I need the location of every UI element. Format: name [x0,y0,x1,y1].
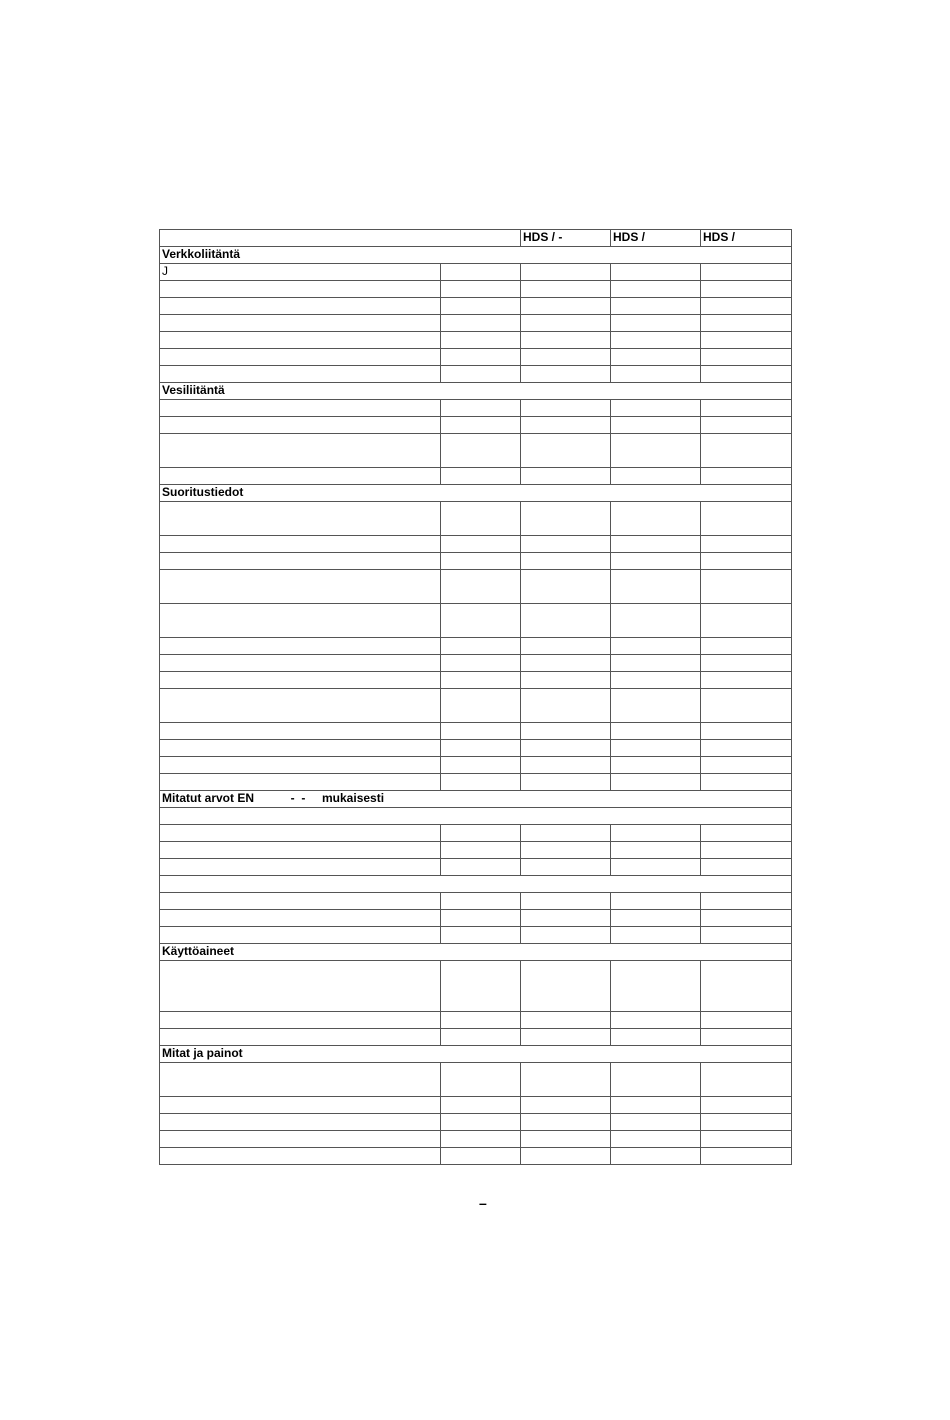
table-row [160,1114,792,1131]
section-row-kayttoaineet [160,944,792,961]
cell [521,689,611,723]
cell [441,298,521,315]
cell [521,1063,611,1097]
cell [521,570,611,604]
table-row [160,927,792,944]
cell [441,655,521,672]
cell [701,740,792,757]
cell [701,570,792,604]
cell [611,689,701,723]
cell [441,638,521,655]
header-model-2: HDS / [611,230,701,247]
cell [701,417,792,434]
row-label [160,366,441,383]
section-row-mitatut-arvot [160,791,792,808]
cell [441,1148,521,1165]
cell [441,332,521,349]
row-label [160,689,441,723]
row-label [160,570,441,604]
header-blank-cell [160,230,521,247]
cell [521,536,611,553]
cell [521,1029,611,1046]
table-row [160,825,792,842]
cell [701,859,792,876]
cell [441,1012,521,1029]
cell [441,689,521,723]
cell [521,502,611,536]
cell [521,349,611,366]
row-label [160,672,441,689]
cell [701,927,792,944]
cell [701,332,792,349]
cell [441,366,521,383]
cell [521,1097,611,1114]
cell [701,604,792,638]
cell [521,1012,611,1029]
table-row [160,1063,792,1097]
table-row [160,1131,792,1148]
row-label [160,774,441,791]
cell [521,1148,611,1165]
cell [521,264,611,281]
cell [521,400,611,417]
table-row [160,1029,792,1046]
table-row [160,910,792,927]
cell [701,1148,792,1165]
table-row [160,400,792,417]
cell [441,349,521,366]
cell [611,757,701,774]
row-label [160,468,441,485]
cell [611,655,701,672]
cell [611,927,701,944]
cell [441,1131,521,1148]
cell [701,825,792,842]
section-row-mitat-ja-painot [160,1046,792,1063]
row-label [160,298,441,315]
cell [521,859,611,876]
cell [701,774,792,791]
cell [611,842,701,859]
table-row [160,774,792,791]
cell [611,400,701,417]
cell [611,893,701,910]
table-row [160,536,792,553]
row-label [160,332,441,349]
cell [611,1148,701,1165]
table-row [160,570,792,604]
table-row [160,349,792,366]
row-label [160,1148,441,1165]
cell [441,927,521,944]
cell [441,910,521,927]
table-row [160,315,792,332]
cell [611,434,701,468]
section-title-mitat-ja-painot: Mitat ja painot [160,1046,792,1063]
cell [521,366,611,383]
cell [521,638,611,655]
table-row [160,417,792,434]
full-width-cell [160,876,792,893]
row-label [160,723,441,740]
row-label [160,536,441,553]
table-row [160,740,792,757]
row-label [160,638,441,655]
cell [611,1097,701,1114]
table-row [160,893,792,910]
row-label [160,757,441,774]
technical-data-table [159,229,792,1165]
table-row [160,655,792,672]
cell [441,672,521,689]
row-label [160,910,441,927]
cell [701,434,792,468]
cell [521,740,611,757]
cell [701,366,792,383]
cell [441,1029,521,1046]
table-row [160,961,792,1012]
cell [701,638,792,655]
cell [521,927,611,944]
cell [611,774,701,791]
cell [521,434,611,468]
cell [701,723,792,740]
cell [441,1063,521,1097]
cell [701,672,792,689]
row-label [160,927,441,944]
cell [611,604,701,638]
header-model-3: HDS / [701,230,792,247]
cell [701,1097,792,1114]
page-number-mark: – [479,1195,487,1211]
cell [521,332,611,349]
row-label [160,1063,441,1097]
cell [521,298,611,315]
section-row-vesiliitanta [160,383,792,400]
cell [441,502,521,536]
row-label [160,893,441,910]
table-row [160,859,792,876]
table-row [160,298,792,315]
cell [701,468,792,485]
table-row [160,264,792,281]
cell [701,400,792,417]
row-label [160,349,441,366]
cell [521,842,611,859]
cell [521,315,611,332]
table-row [160,332,792,349]
cell [611,570,701,604]
cell [441,774,521,791]
section-title-vesiliitanta: Vesiliitäntä [160,383,792,400]
table-row-full [160,876,792,893]
cell [611,961,701,1012]
cell [441,825,521,842]
cell [701,655,792,672]
table-row [160,604,792,638]
cell [701,961,792,1012]
row-label [160,604,441,638]
cell [521,417,611,434]
row-label [160,1114,441,1131]
cell [521,723,611,740]
cell [701,842,792,859]
cell [521,910,611,927]
row-label [160,417,441,434]
cell [611,1063,701,1097]
cell [521,893,611,910]
cell [701,893,792,910]
cell [611,859,701,876]
cell [701,553,792,570]
section-title-suoritustiedot: Suoritustiedot [160,485,792,502]
cell [521,468,611,485]
table-row [160,1148,792,1165]
row-label [160,434,441,468]
cell [701,689,792,723]
cell [611,1114,701,1131]
cell [521,1131,611,1148]
cell [611,332,701,349]
cell [701,502,792,536]
cell [701,910,792,927]
cell [701,536,792,553]
cell [701,1063,792,1097]
cell [611,553,701,570]
section-title-kayttoaineet: Käyttöaineet [160,944,792,961]
cell [441,1097,521,1114]
cell [441,553,521,570]
cell [521,655,611,672]
table-row [160,1097,792,1114]
section-title-verkkoliitanta: Verkkoliitäntä [160,247,792,264]
cell [441,536,521,553]
cell [441,1114,521,1131]
cell [611,366,701,383]
table-row [160,281,792,298]
cell [611,298,701,315]
section-row-suoritustiedot [160,485,792,502]
cell [701,315,792,332]
cell [701,298,792,315]
cell [611,1029,701,1046]
cell [441,468,521,485]
cell [701,1012,792,1029]
table-row [160,638,792,655]
table-row [160,1012,792,1029]
cell [611,672,701,689]
row-label [160,825,441,842]
cell [521,281,611,298]
cell [611,723,701,740]
cell [441,281,521,298]
cell [441,570,521,604]
table-row [160,757,792,774]
cell [611,264,701,281]
table-row [160,366,792,383]
cell [611,281,701,298]
cell [521,774,611,791]
table-row [160,553,792,570]
cell [441,893,521,910]
cell [521,672,611,689]
row-label [160,315,441,332]
cell [521,1114,611,1131]
full-width-cell [160,808,792,825]
section-title-mitatut-arvot: Mitatut arvot EN - - mukaisesti [160,791,792,808]
cell [611,536,701,553]
cell [701,264,792,281]
cell [611,1131,701,1148]
table-row [160,672,792,689]
cell [701,281,792,298]
cell [521,553,611,570]
row-label [160,1131,441,1148]
row-label [160,502,441,536]
cell [441,434,521,468]
table-row [160,689,792,723]
cell [701,1131,792,1148]
row-label: J [160,264,441,281]
cell [521,757,611,774]
cell [441,740,521,757]
table-row [160,842,792,859]
row-label [160,655,441,672]
cell [441,264,521,281]
cell [701,1029,792,1046]
row-label [160,961,441,1012]
cell [611,638,701,655]
cell [611,315,701,332]
cell [611,349,701,366]
row-label [160,842,441,859]
cell [441,859,521,876]
cell [441,604,521,638]
row-label [160,553,441,570]
cell [441,723,521,740]
cell [701,1114,792,1131]
row-label [160,1012,441,1029]
cell [611,910,701,927]
table-row [160,468,792,485]
cell [701,349,792,366]
cell [611,740,701,757]
cell [521,961,611,1012]
cell [441,842,521,859]
table-row [160,502,792,536]
row-label [160,1029,441,1046]
header-model-1: HDS / - [521,230,611,247]
table-row [160,434,792,468]
cell [611,1012,701,1029]
cell [441,315,521,332]
cell [441,757,521,774]
cell [521,825,611,842]
row-label [160,740,441,757]
cell [611,502,701,536]
row-label [160,400,441,417]
table-header-row [160,230,792,247]
row-label [160,859,441,876]
table-row-full [160,808,792,825]
cell [521,604,611,638]
cell [611,468,701,485]
cell [611,417,701,434]
row-label [160,281,441,298]
cell [611,825,701,842]
cell [441,417,521,434]
section-row-verkkoliitanta [160,247,792,264]
cell [441,400,521,417]
cell [701,757,792,774]
cell [441,961,521,1012]
table-row [160,723,792,740]
row-label [160,1097,441,1114]
